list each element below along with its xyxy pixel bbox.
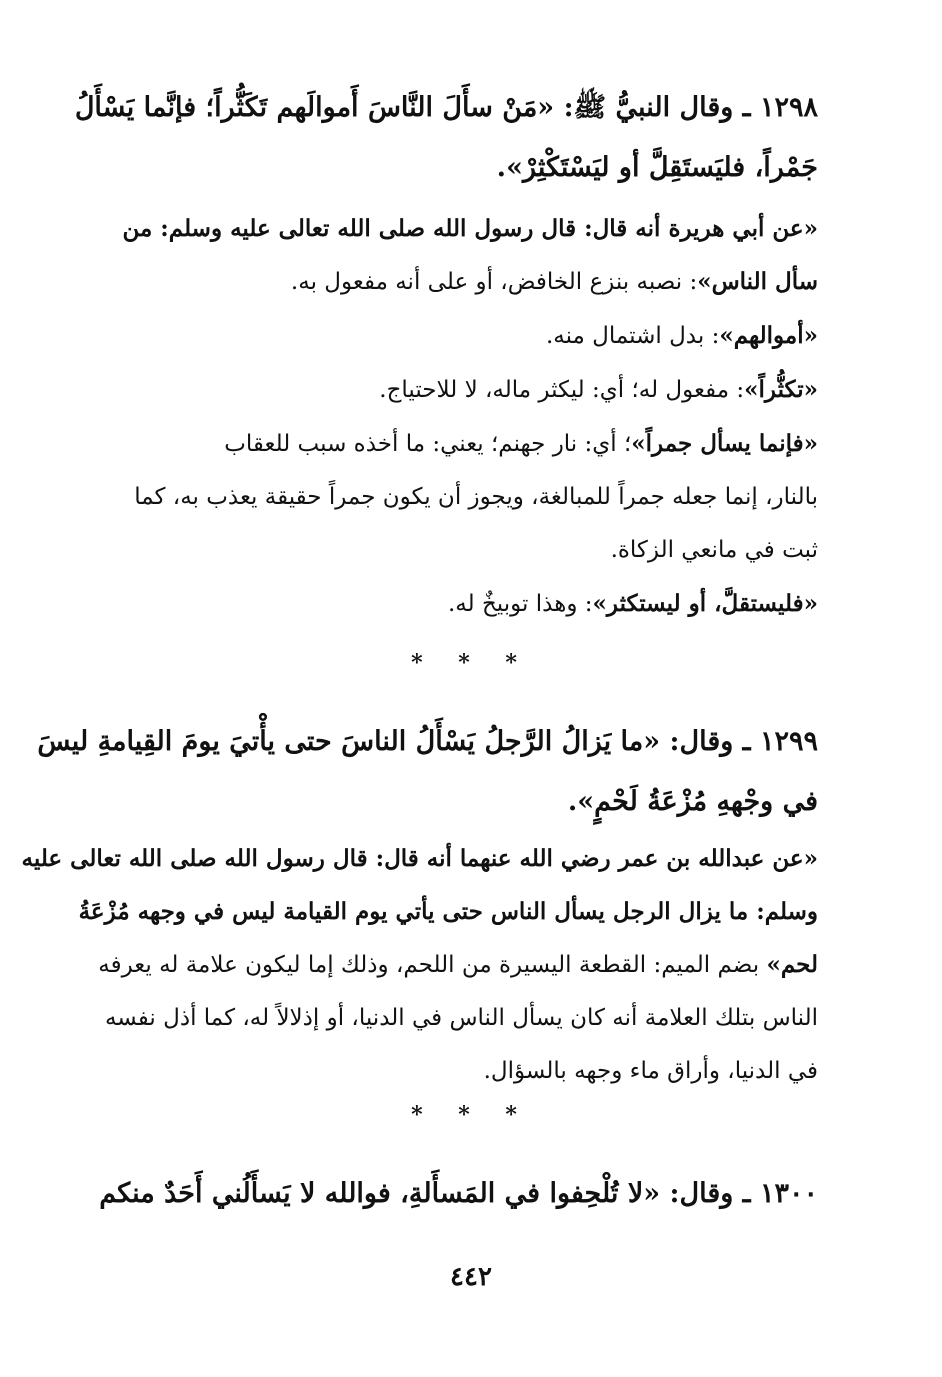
section-separator: * * * — [411, 1102, 531, 1128]
section-separator: * * * — [411, 650, 531, 676]
quoted-phrase: «أموالهم» — [719, 322, 818, 349]
commentary-1298-p5 — [108, 577, 818, 631]
commentary-text: : مفعول له؛ أي: ليكثر ماله، لا للاحتياج. — [379, 377, 745, 403]
quoted-phrase: «فإنما يسأل جمراً» — [631, 430, 818, 457]
commentary-text: ؛ أي: نار جهنم؛ يعني: ما أخذه سبب للعقاب — [224, 431, 632, 457]
commentary-text: بضم الميم: القطعة اليسيرة من اللحم، وذلك إما ليكون علامة له يعرفه — [98, 952, 767, 978]
hadith-1298 — [74, 78, 818, 198]
hadith-1298-line-2: جَمْراً، فليَستَقِلَّ أو ليَسْتَكْثِرْ». — [496, 152, 818, 183]
commentary-1299-line-4: الناس بتلك العلامة أنه كان يسأل الناس في الدنيا، أو إذلالاً له، كما أذل نفسه — [104, 1005, 818, 1031]
hadith-1299-line-2: في وجْههِ مُزْعَةُ لَحْمٍ». — [567, 786, 818, 817]
hadith-1299-line-1: ١٢٩٩ ـ وقال: «ما يَزالُ الرَّجلُ يَسْأَلُ الناسَ حتى يأْتيَ يومَ القِيامةِ ليسَ — [37, 726, 818, 757]
commentary-1298-p4-line-3: ثبت في مانعي الزكاة. — [610, 537, 818, 563]
commentary-1298-p1-line-2 — [108, 255, 818, 309]
commentary-1298-p3 — [108, 363, 818, 417]
commentary-1299-line-2: وسلم: ما يزال الرجل يسأل الناس حتى يأتي يوم القيامة ليس في وجهه مُزْعَةُ — [78, 898, 818, 925]
hadith-1300-line-1: ١٣٠٠ ـ وقال: «لا تُلْحِفوا في المَسأَلةِ، فوالله لا يَسأَلُني أَحَدٌ منكم — [99, 1178, 818, 1209]
quoted-phrase: سأل الناس» — [697, 268, 818, 295]
commentary-text: : نصبه بنزع الخافض، أو على أنه مفعول به. — [290, 269, 698, 295]
page-number: ٤٤٢ — [450, 1262, 492, 1292]
commentary-text: : وهذا توبيخٌ له. — [447, 591, 593, 617]
commentary-1298-p4-line-1 — [108, 417, 818, 471]
commentary-1298-p1-line-1: «عن أبي هريرة أنه قال: قال رسول الله صلى الله تعالى عليه وسلم: من — [122, 215, 818, 242]
quoted-phrase: لحم» — [766, 951, 818, 978]
commentary-1298-p2 — [108, 309, 818, 363]
hadith-1299 — [37, 712, 818, 832]
commentary-1299-line-3 — [98, 938, 818, 992]
commentary-1299 — [21, 832, 818, 1098]
commentary-1299-line-5: في الدنيا، وأراق ماء وجهه بالسؤال. — [483, 1058, 818, 1084]
commentary-1298-p4-line-2: بالنار، إنما جعله جمراً للمبالغة، ويجوز أن يكون جمراً حقيقة يعذب به، كما — [134, 484, 818, 510]
quoted-phrase: «فليستقلَّ، أو ليستكثر» — [592, 590, 818, 617]
commentary-text: : بدل اشتمال منه. — [545, 323, 720, 349]
quoted-phrase: «تكثُّراً» — [744, 376, 818, 403]
commentary-1299-line-1: «عن عبدالله بن عمر رضي الله عنهما أنه قال: قال رسول الله صلى الله تعالى عليه — [21, 845, 818, 872]
hadith-1298-line-1: ١٢٩٨ ـ وقال النبيُّ ﷺ: «مَنْ سأَلَ النَّاسَ أَموالَهم تَكَثُّراً؛ فإنَّما يَسْأَلُ — [74, 92, 818, 123]
hadith-1300 — [99, 1164, 818, 1224]
commentary-1298 — [108, 202, 818, 631]
